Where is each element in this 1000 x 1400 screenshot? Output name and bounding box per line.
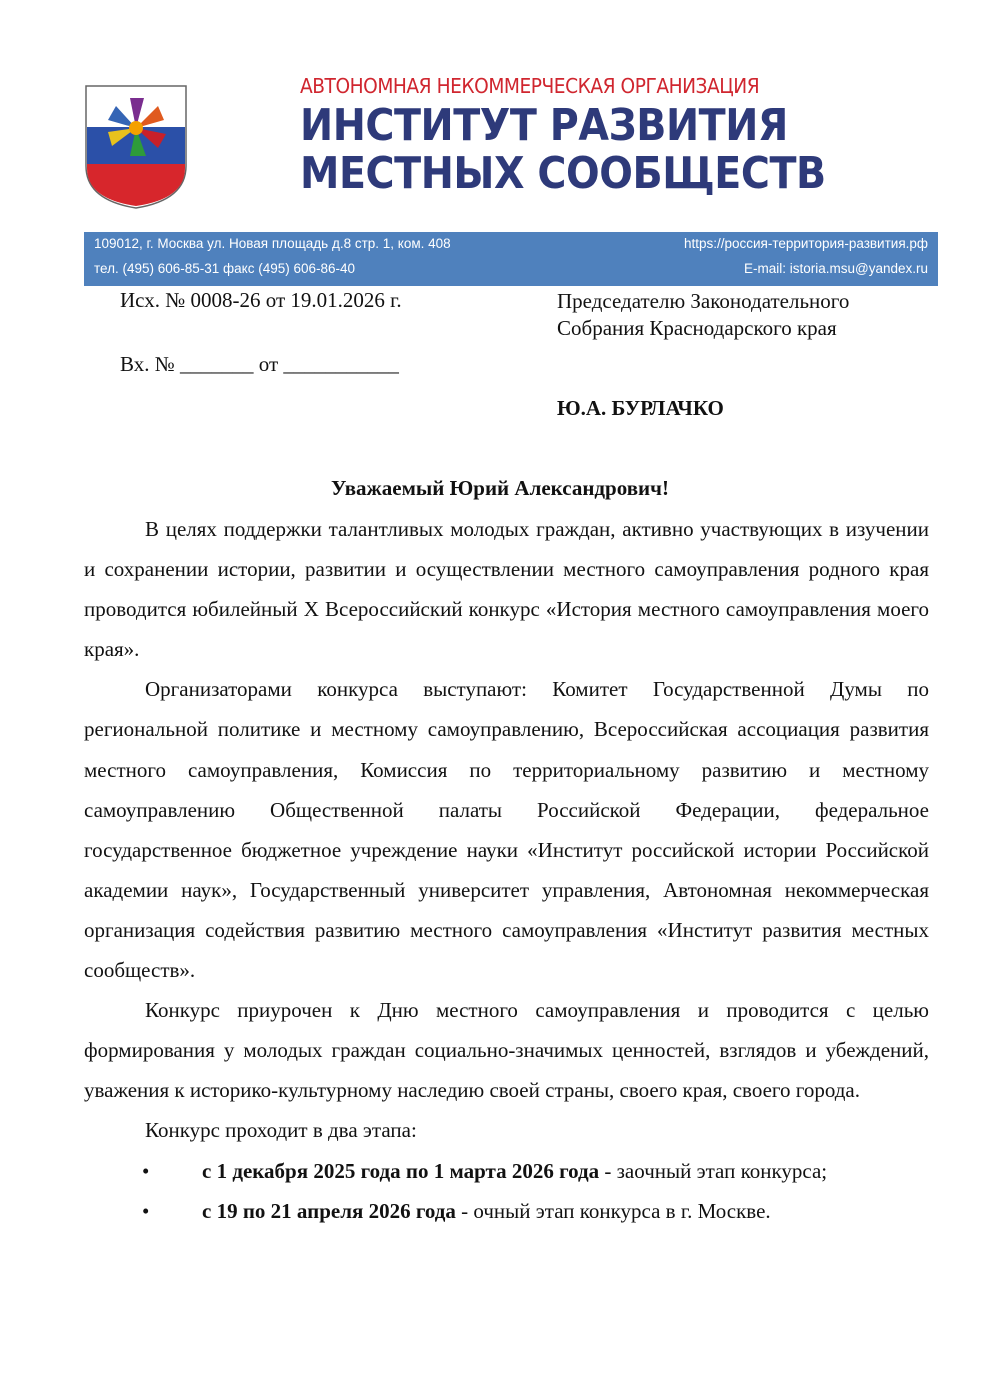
contact-phone: тел. (495) 606-85-31 факс (495) 606-86-40 xyxy=(94,261,356,276)
org-name-line-1: ИНСТИТУТ РАЗВИТИЯ xyxy=(300,100,788,151)
incoming-reference: Вх. № _______ от ___________ xyxy=(120,352,399,376)
outgoing-reference: Исх. № 0008-26 от 19.01.2026 г. xyxy=(120,288,402,312)
stage-description: - заочный этап конкурса; xyxy=(599,1158,828,1183)
stages-list xyxy=(84,1151,929,1231)
org-name-line-2: МЕСТНЫХ СООБЩЕСТВ xyxy=(300,148,826,199)
contact-email[interactable]: E-mail: istoria.msu@yandex.ru xyxy=(743,261,928,276)
paragraph: В целях поддержки талантливых молодых граждан, активно участвующих в изучении и сохранении истории, развитии и осуществлении местного самоуправления родного края проводится юбилейный X Всероссийский конкурс «История местного самоуправления моего края». xyxy=(84,517,929,662)
contact-website[interactable]: https://россия-территория-развития.рф xyxy=(683,236,928,251)
list-item xyxy=(84,1151,929,1191)
list-item xyxy=(84,1191,929,1231)
addressee-name: Ю.А. БУРЛАЧКО xyxy=(557,396,724,420)
addressee-line-1: Председателю Законодательного xyxy=(557,289,850,313)
addressee-line-2: Собрания Краснодарского края xyxy=(557,316,837,340)
bullet-icon: • xyxy=(142,1158,150,1183)
coat-of-arms-emblem-icon xyxy=(82,82,190,210)
stage-description: - очный этап конкурса в г. Москве. xyxy=(455,1198,771,1223)
stage-dates: с 1 декабря 2025 года по 1 марта 2026 года xyxy=(202,1158,600,1183)
stage-dates: с 19 по 21 апреля 2026 года xyxy=(202,1198,456,1223)
contact-bar xyxy=(84,232,938,286)
org-type: АВТОНОМНАЯ НЕКОММЕРЧЕСКАЯ ОРГАНИЗАЦИЯ xyxy=(300,74,760,98)
salutation: Уважаемый Юрий Александрович! xyxy=(331,476,669,500)
contact-address: 109012, г. Москва ул. Новая площадь д.8 стр. 1, ком. 408 xyxy=(94,236,451,251)
paragraph: Конкурс проходит в два этапа: xyxy=(145,1118,417,1143)
org-header xyxy=(300,74,840,198)
bullet-icon: • xyxy=(142,1198,150,1223)
paragraph: Конкурс приурочен к Дню местного самоуправления и проводится с целью формирования у молодых граждан социально-значимых ценностей, взглядов и убеждений, уважения к историко-культурному наследию своей страны, своего края, своего города. xyxy=(84,998,929,1103)
addressee-block xyxy=(557,288,849,342)
paragraph: Организаторами конкурса выступают: Комитет Государственной Думы по региональной политике и местному самоуправлению, Всероссийская ассоциация развития местного самоуправления, Комиссия по территориальному развитию и местному самоуправлению Общественной палаты Российской Федерации, федеральное государственное бюджетное учреждение науки «Институт российской истории Российской академии наук», Государственный университет управления, Автономная некоммерческая организация содействия развитию местного самоуправления «Институт развития местных сообществ». xyxy=(84,677,929,983)
letter-body xyxy=(84,509,929,1231)
